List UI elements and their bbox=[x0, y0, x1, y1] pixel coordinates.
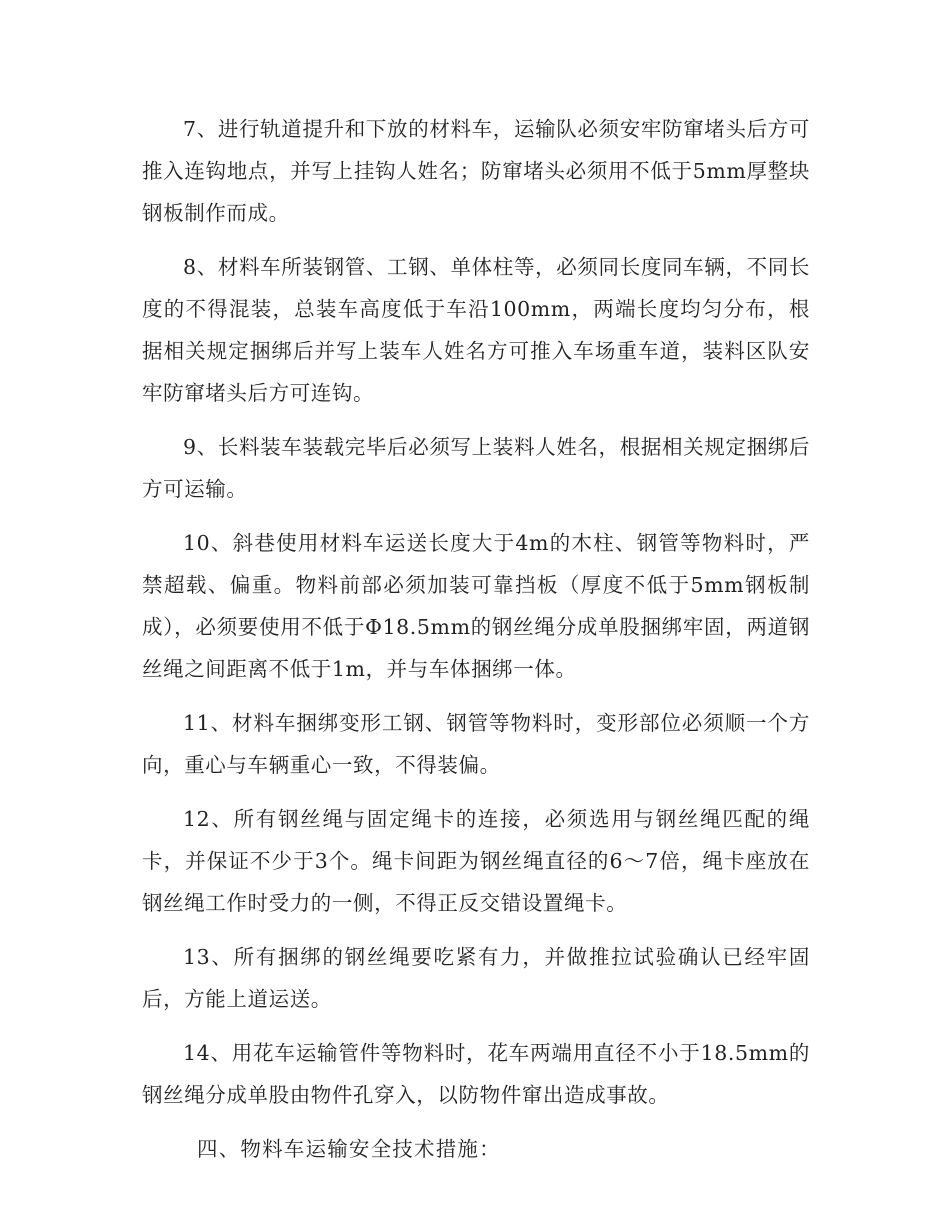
section-heading: 四、物料车运输安全技术措施： bbox=[197, 1137, 501, 1161]
paragraph-item-14: 14、用花车运输管件等物料时，花车两端用直径不小于18.5mm的钢丝绳分成单股由物件孔穿入，以防物件窜出造成事故。 bbox=[142, 1041, 810, 1107]
paragraph-item-7: 7、进行轨道提升和下放的材料车，运输队必须安牢防窜堵头后方可推入连钩地点，并写上挂钩人姓名；防窜堵头必须用不低于5mm厚整块钢板制作而成。 bbox=[142, 117, 810, 225]
paragraph-item-9: 9、长料装车装载完毕后必须写上装料人姓名，根据相关规定捆绑后方可运输。 bbox=[142, 435, 810, 501]
document-body bbox=[142, 108, 810, 1170]
paragraph-item-12: 12、所有钢丝绳与固定绳卡的连接，必须选用与钢丝绳匹配的绳卡，并保证不少于3个。绳卡间距为钢丝绳直径的6～7倍，绳卡座放在钢丝绳工作时受力的一侧，不得正反交错设置绳卡。 bbox=[142, 807, 810, 915]
paragraph-item-8: 8、材料车所装钢管、工钢、单体柱等，必须同长度同车辆，不同长度的不得混装，总装车高度低于车沿100mm，两端长度均匀分布，根据相关规定捆绑后并写上装车人姓名方可推入车场重车道，装料区队安牢防窜堵头后方可连钩。 bbox=[142, 255, 810, 405]
paragraph-item-13: 13、所有捆绑的钢丝绳要吃紧有力，并做推拉试验确认已经牢固后，方能上道运送。 bbox=[142, 945, 810, 1011]
paragraph-item-10: 10、斜巷使用材料车运送长度大于4m的木柱、钢管等物料时，严禁超载、偏重。物料前部必须加装可靠挡板（厚度不低于5mm钢板制成），必须要使用不低于Φ18.5mm的钢丝绳分成单股捆绑牢固，两道钢丝绳之间距离不低于1m，并与车体捆绑一体。 bbox=[142, 531, 810, 681]
paragraph-item-11: 11、材料车捆绑变形工钢、钢管等物料时，变形部位必须顺一个方向，重心与车辆重心一致，不得装偏。 bbox=[142, 711, 810, 777]
